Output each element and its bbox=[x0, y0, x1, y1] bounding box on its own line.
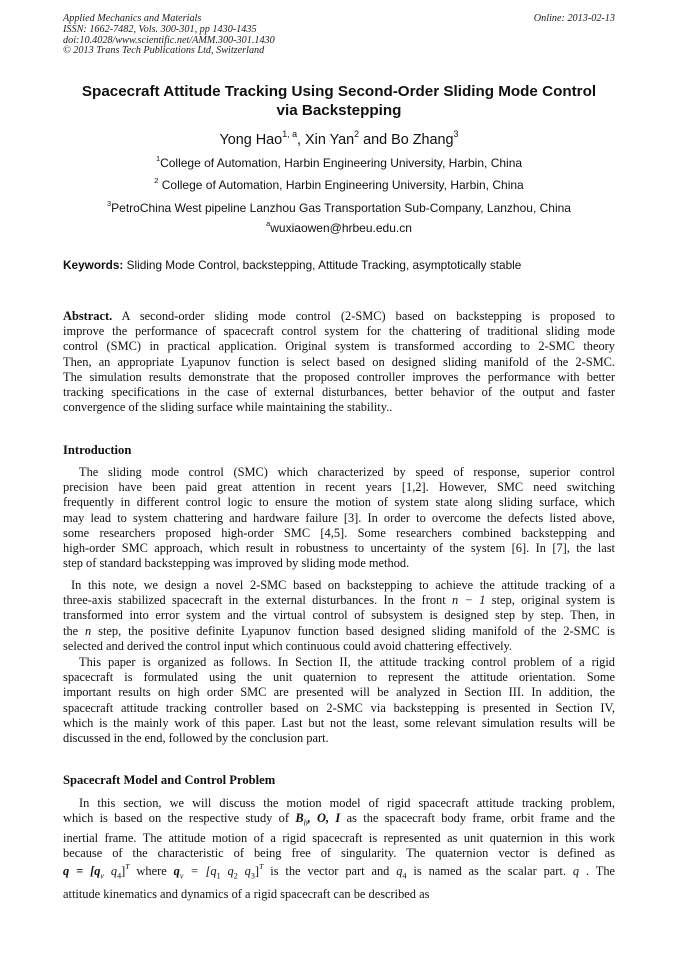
paper-title bbox=[40, 82, 638, 120]
text-line: may lead to system chattering and hardware failure [3]. In order to overcome the defects listed above, bbox=[63, 510, 615, 525]
text-line: inertial frame. The attitude motion of a rigid spacecraft is represented as unit quaternion in this work bbox=[63, 830, 615, 845]
keywords-label: Keywords: bbox=[63, 258, 124, 272]
equation-line: $q = [q_v$ $q_4]^T$ where $q_v = [q_1$ $q_2$ $q_3]^T$ is the vector part and $q_4$ is named as the scalar part. q . The bbox=[63, 862, 616, 881]
text-line: because of the characteristic of being free of singularity. The quaternion vector is defined as bbox=[63, 846, 615, 861]
online-date: Online: 2013-02-13 bbox=[533, 13, 615, 24]
affiliation bbox=[0, 153, 678, 170]
title-line-2: via Backstepping bbox=[276, 102, 402, 119]
doi-line: doi:10.4028/www.scientific.net/AMM.300-301.1430 bbox=[63, 34, 275, 46]
author-separator: , bbox=[297, 132, 306, 148]
abstract-line: convergence of the sliding surface while maintaining the stability.. bbox=[63, 400, 393, 415]
affiliation-marker: 1 bbox=[155, 153, 161, 163]
author-superscript: 2 bbox=[354, 128, 360, 139]
journal-name: Applied Mechanics and Materials bbox=[63, 13, 202, 24]
quaternion-equation: q = [q bbox=[63, 864, 101, 879]
text-line: attitude kinematics and dynamics of a rigid spacecraft can be described as bbox=[63, 886, 430, 901]
abstract bbox=[63, 309, 615, 415]
affiliation-marker: 3 bbox=[107, 198, 112, 208]
affiliation-marker: 2 bbox=[154, 175, 159, 185]
copyright-line: © 2013 Trans Tech Publications Ltd, Switzerland bbox=[63, 45, 265, 57]
author-superscript: 1, a bbox=[282, 128, 298, 139]
author-name: Bo Zhang bbox=[391, 132, 454, 148]
text-line: step of standard backstepping was improved by sliding mode method. bbox=[63, 556, 410, 571]
text-line: In this note, we design a novel 2-SMC based on backstepping to achieve the attitude tracking of a bbox=[71, 578, 615, 592]
author-superscript: 3 bbox=[453, 128, 459, 139]
abstract-line: improve the performance of spacecraft control system for the chattering of traditional sliding mode bbox=[63, 324, 615, 339]
affiliation-text: College of Automation, Harbin Engineering University, Harbin, China bbox=[158, 178, 524, 192]
text-line: important results on high order SMC are presented will be analyzed in Section III. In addition, the bbox=[63, 685, 615, 700]
affiliation-text: PetroChina West pipeline Lanzhou Gas Transportation Sub-Company, Lanzhou, China bbox=[111, 201, 571, 215]
math-symbol: n − 1 bbox=[452, 593, 486, 608]
math-symbol: B bbox=[295, 811, 304, 826]
keywords-text: Sliding Mode Control, backstepping, Attitude Tracking, asymptotically stable bbox=[123, 258, 522, 272]
author-name: Xin Yan bbox=[305, 132, 355, 148]
section-heading-introduction: Introduction bbox=[63, 443, 132, 457]
text-line: high-order SMC approach, which result in robustness to uncertainty of the system [6]. In [7], the last bbox=[63, 541, 615, 556]
issn-line: ISSN: 1662-7482, Vols. 300-301, pp 1430-1435 bbox=[63, 23, 257, 35]
affiliation bbox=[0, 175, 678, 192]
abstract-line: Then, an appropriate Lyapunov function is select based on designed sliding manifold of the 2-SMC. bbox=[63, 354, 615, 369]
journal-header bbox=[63, 14, 615, 57]
math-symbol: , O, I bbox=[307, 811, 341, 826]
abstract-line: tracking specifications in the case of external disturbances, better behavior of the output and faster bbox=[63, 385, 615, 400]
title-line-1: Spacecraft Attitude Tracking Using Second-Order Sliding Mode Control bbox=[81, 83, 597, 100]
text-line: which is the mainly work of this paper. Last but not the least, some relevant simulation results will be bbox=[63, 715, 615, 730]
text-line: spacecraft attitude tracking controller based on 2-SMC via backstepping is presented in Section IV, bbox=[63, 700, 615, 715]
text-line: spacecraft is formulated using the unit quaternion to represent the attitude orientation. Some bbox=[63, 670, 615, 685]
math-symbol: n bbox=[85, 623, 92, 638]
text-line: selected and derived the control input which continuous could avoid chattering effectively. bbox=[63, 638, 513, 653]
section-heading-model: Spacecraft Model and Control Problem bbox=[63, 773, 276, 787]
affiliation-marker: a bbox=[266, 218, 271, 228]
author-name: Yong Hao bbox=[219, 132, 283, 148]
text-line: three-axis stabilized spacecraft in the external disturbances. In the front n − 1 step, original system is bbox=[63, 593, 615, 608]
abstract-line: control (SMC) in practical application. Original system is transformed according to 2-SMC theory bbox=[63, 339, 615, 354]
affiliation bbox=[0, 198, 678, 215]
intro-paragraph-3 bbox=[63, 655, 615, 746]
text-line: transformed into error system and the virtual control of subsystem is designed step by step. Then, in bbox=[63, 608, 615, 623]
contact-email bbox=[0, 218, 678, 235]
text-line: This paper is organized as follows. In Section II, the attitude tracking control problem of a rigid bbox=[79, 655, 615, 669]
text-line: In this section, we will discuss the motion model of rigid spacecraft attitude tracking problem, bbox=[79, 796, 615, 810]
text-line: which is based on the respective study of $B_b$, O, I as the spacecraft body frame, orbit frame and the bbox=[63, 811, 615, 828]
text-line: The sliding mode control (SMC) which characterized by speed of response, superior control bbox=[79, 465, 615, 479]
text-line: some researchers proposed high-order SMC [4,5]. Some researchers combined backstepping and bbox=[63, 525, 615, 540]
abstract-line: The simulation results demonstrate that the proposed controller improves the performance with better bbox=[63, 369, 615, 384]
text-line: precision have been paid great attention in recent years [1,2]. However, SMC need switching bbox=[63, 480, 615, 495]
text-line: frequently in different control logic to ensure the motion of system state along sliding surface, which bbox=[63, 495, 615, 510]
keywords bbox=[63, 258, 615, 273]
abstract-line: A second-order sliding mode control (2-SMC) based on backstepping is proposed to bbox=[112, 309, 615, 323]
affiliation-text: College of Automation, Harbin Engineering University, Harbin, China bbox=[160, 156, 523, 170]
intro-paragraph-1 bbox=[63, 465, 615, 571]
vector-part-equation: q bbox=[173, 864, 180, 879]
author-list bbox=[0, 128, 678, 149]
author-separator: and bbox=[359, 132, 392, 148]
intro-paragraph-2 bbox=[63, 578, 615, 654]
abstract-label: Abstract. bbox=[63, 309, 113, 323]
model-paragraph bbox=[63, 796, 615, 902]
text-line: discussed in the end, followed by the conclusion part. bbox=[63, 731, 329, 746]
email-text: wuxiaowen@hrbeu.edu.cn bbox=[270, 221, 412, 235]
text-line: the n step, the positive definite Lyapunov function based designed sliding manifold of the 2-SMC is bbox=[63, 623, 615, 638]
